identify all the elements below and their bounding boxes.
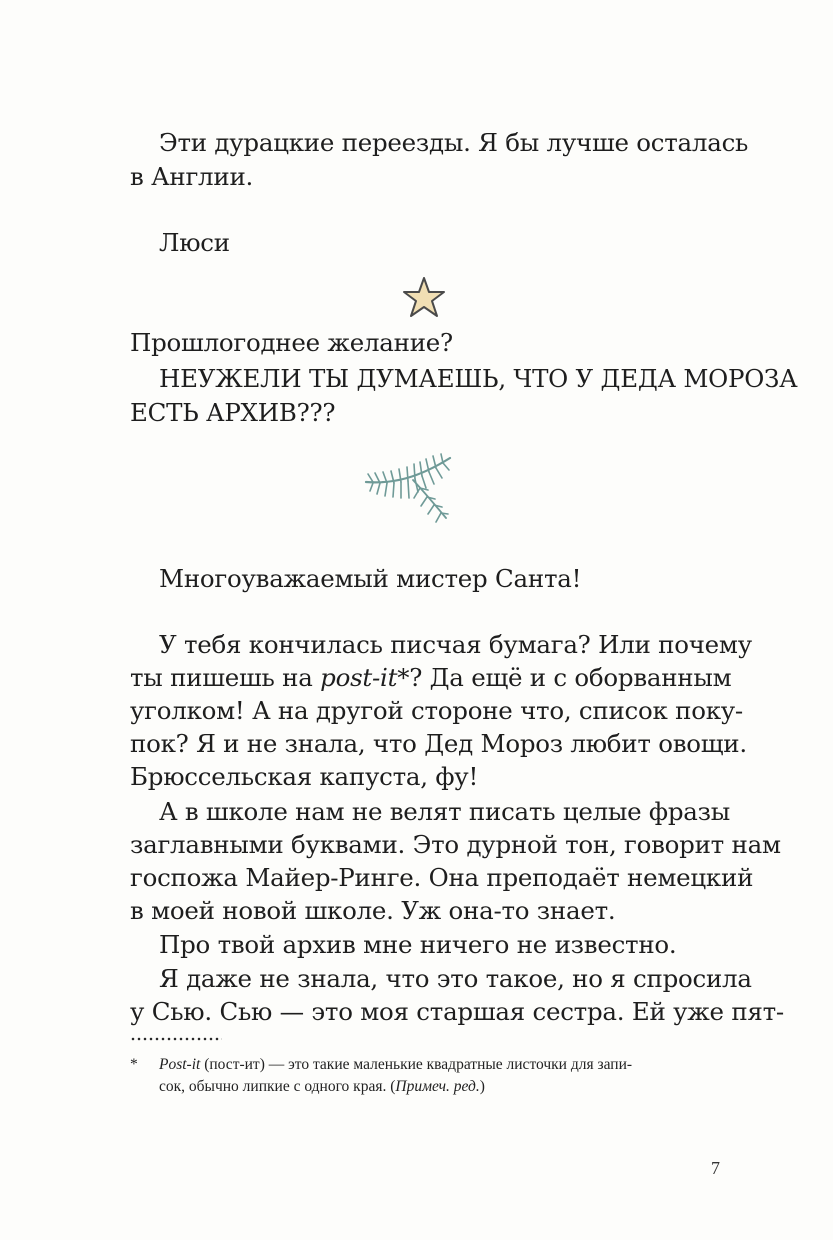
text-line xyxy=(130,661,732,694)
footnote-text xyxy=(159,1054,715,1076)
text-line: ЕСТЬ АРХИВ??? xyxy=(130,398,336,427)
text-fragment: ) xyxy=(479,1078,485,1095)
text-line: У тебя кончилась писчая бумага? Или почему xyxy=(159,630,752,659)
text-line: у Сью. Сью — это моя старшая сестра. Ей уже пят- xyxy=(130,997,784,1026)
page-number: 7 xyxy=(711,1158,720,1178)
italic-term: post-it xyxy=(320,663,398,692)
editor-note: Примеч. ред. xyxy=(395,1078,480,1095)
text-fragment: (пост-ит) — это такие маленькие квадратные листочки для запи- xyxy=(200,1056,633,1073)
footnote-term: Post-it xyxy=(159,1056,201,1073)
text-line: Эти дурацкие переезды. Я бы лучше осталась xyxy=(159,128,749,157)
text-line: Брюссельская капуста, фу! xyxy=(130,762,479,791)
footnote-line xyxy=(159,1076,715,1098)
text-fragment: ты пишешь на xyxy=(130,663,321,692)
fir-branch-icon xyxy=(358,452,458,528)
text-fragment: *? Да ещё и с оборванным xyxy=(397,663,732,692)
text-line: А в школе нам не велят писать целые фразы xyxy=(159,797,731,826)
text-line: заглавными буквами. Это дурной тон, говорит нам xyxy=(130,830,781,859)
text-line: Про твой архив мне ничего не известно. xyxy=(159,930,677,959)
footnote-separator xyxy=(130,1037,222,1041)
text-line: Прошлогоднее желание? xyxy=(130,328,453,357)
text-line: пок? Я и не знала, что Дед Мороз любит овощи. xyxy=(130,729,747,758)
footnote-mark: * xyxy=(130,1056,138,1073)
text-line: НЕУЖЕЛИ ТЫ ДУМАЕШЬ, ЧТО У ДЕДА МОРОЗА xyxy=(159,364,798,393)
star-icon xyxy=(400,275,448,321)
text-fragment: сок, обычно липкие с одного края. ( xyxy=(159,1078,396,1095)
text-line: уголком! А на другой стороне что, список поку- xyxy=(130,696,743,725)
text-line: госпожа Майер-Ринге. Она преподаёт немецкий xyxy=(130,863,754,892)
text-line: Я даже не знала, что это такое, но я спросила xyxy=(159,964,752,993)
signature: Люси xyxy=(159,228,230,257)
salutation: Многоуважаемый мистер Санта! xyxy=(159,564,582,593)
text-line: в моей новой школе. Уж она-то знает. xyxy=(130,896,616,925)
text-line: в Англии. xyxy=(130,162,254,191)
